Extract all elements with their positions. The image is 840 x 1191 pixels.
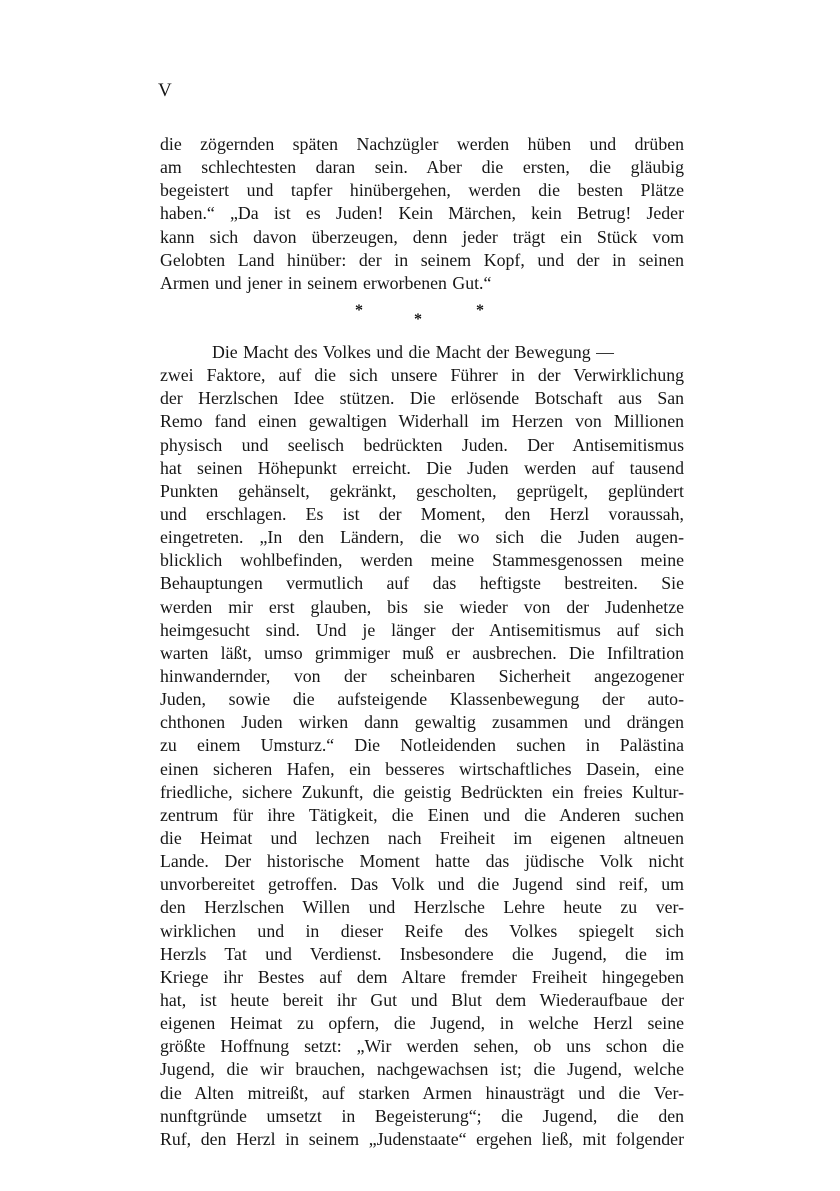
text-line: und erschlagen. Es ist der Moment, den Herzl voraussah, — [160, 503, 684, 524]
text-line: Remo fand einen gewaltigen Widerhall im Herzen von Millionen — [160, 411, 684, 432]
text-line: der Herzlschen Idee stützen. Die erlösende Botschaft aus San — [160, 388, 684, 409]
separator-asterisk: * — [476, 302, 484, 319]
text-line: zentrum für ihre Tätigkeit, die Einen und die Anderen suchen — [160, 804, 684, 825]
paragraph-two — [160, 341, 684, 1151]
text-line: werden mir erst glauben, bis sie wieder von der Judenhetze — [160, 596, 684, 617]
text-line: nunftgründe umsetzt in Begeisterung“; die Jugend, die den — [160, 1105, 684, 1126]
text-line: hat, ist heute bereit ihr Gut und Blut dem Wiederaufbaue der — [160, 989, 684, 1010]
text-line: Gelobten Land hinüber: der in seinem Kopf, und der in seinen — [160, 249, 684, 270]
text-line: friedliche, sichere Zukunft, die geistig Bedrückten ein freies Kultur- — [160, 781, 684, 802]
separator-asterisk: * — [414, 311, 422, 328]
text-line: kann sich davon überzeugen, denn jeder trägt ein Stück vom — [160, 226, 684, 247]
text-line: Kriege ihr Bestes auf dem Altare fremder Freiheit hingegeben — [160, 966, 684, 987]
text-line: Jugend, die wir brauchen, nachgewachsen ist; die Jugend, welche — [160, 1059, 684, 1080]
text-line: eigenen Heimat zu opfern, die Jugend, in welche Herzl seine — [160, 1013, 684, 1034]
text-line: hat seinen Höhepunkt erreicht. Die Juden werden auf tausend — [160, 457, 684, 478]
text-line: den Herzlschen Willen und Herzlsche Lehre heute zu ver- — [160, 897, 684, 918]
text-line: physisch und seelisch bedrückten Juden. Der Antisemitismus — [160, 434, 684, 455]
text-line: blicklich wohlbefinden, werden meine Stammesgenossen meine — [160, 550, 684, 571]
text-line: zu einem Umsturz.“ Die Notleidenden suchen in Palästina — [160, 735, 684, 756]
text-line: warten läßt, umso grimmiger muß er ausbrechen. Die Infiltration — [160, 642, 684, 663]
text-line: wirklichen und in dieser Reife des Volkes spiegelt sich — [160, 920, 684, 941]
text-line: Ruf, den Herzl in seinem „Judenstaate“ ergehen ließ, mit folgender — [160, 1128, 684, 1149]
text-line: haben.“ „Da ist es Juden! Kein Märchen, kein Betrug! Jeder — [160, 203, 684, 224]
text-line: hinwandernder, von der scheinbaren Sicherheit angezogener — [160, 665, 684, 686]
text-line: die zögernden späten Nachzügler werden hüben und drüben — [160, 134, 684, 154]
text-line: Herzls Tat und Verdienst. Insbesondere die Jugend, die im — [160, 943, 684, 964]
text-line: einen sicheren Hafen, ein besseres wirtschaftliches Dasein, eine — [160, 758, 684, 779]
text-line: die Heimat und lechzen nach Freiheit im eigenen altneuen — [160, 827, 684, 848]
text-line: Armen und jener in seinem erworbenen Gut.“ — [160, 272, 492, 293]
text-line: Punkten gehänselt, gekränkt, gescholten, geprügelt, geplündert — [160, 480, 684, 501]
paragraph-one — [160, 133, 684, 295]
text-line: zwei Faktore, auf die sich unsere Führer in der Verwirklichung — [160, 365, 684, 386]
text-line: Juden, sowie die aufsteigende Klassenbewegung der auto- — [160, 689, 684, 710]
text-line: chthonen Juden wirken dann gewaltig zusammen und drängen — [160, 712, 684, 733]
text-line: unvorbereitet getroffen. Das Volk und die Jugend sind reif, um — [160, 874, 684, 895]
page-number: V — [158, 80, 173, 101]
separator-asterisk: * — [355, 302, 363, 319]
text-line: die Alten mitreißt, auf starken Armen hinausträgt und die Ver- — [160, 1082, 684, 1103]
text-line: heimgesucht sind. Und je länger der Antisemitismus auf sich — [160, 619, 684, 640]
text-line: Lande. Der historische Moment hatte das jüdische Volk nicht — [160, 851, 684, 872]
text-line: eingetreten. „In den Ländern, die wo sich die Juden augen- — [160, 527, 684, 548]
text-line: begeistert und tapfer hinübergehen, werden die besten Plätze — [160, 180, 684, 201]
text-line: Die Macht des Volkes und die Macht der Bewegung — — [212, 342, 614, 362]
text-line: am schlechtesten daran sein. Aber die ersten, die gläubig — [160, 157, 684, 178]
text-line: Behauptungen vermutlich auf das heftigste bestreiten. Sie — [160, 573, 684, 594]
text-line: größte Hoffnung setzt: „Wir werden sehen, ob uns schon die — [160, 1036, 684, 1057]
